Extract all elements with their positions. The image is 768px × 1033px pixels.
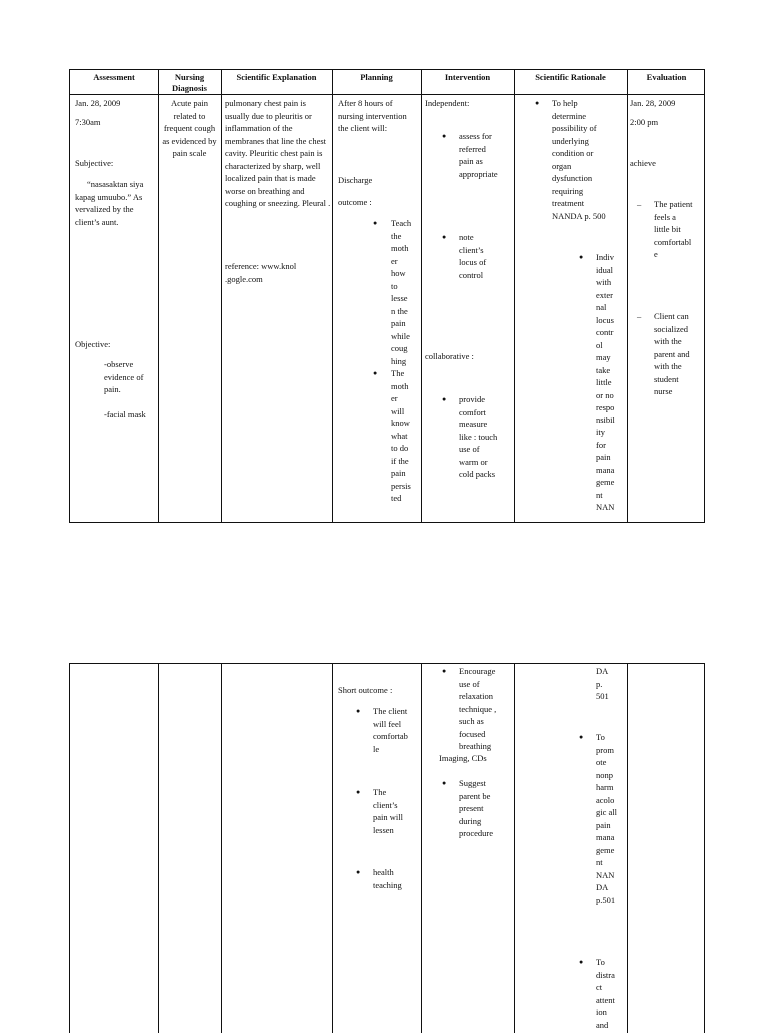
bullet-icon: ● [442, 132, 447, 140]
rationale-item: Indiv idual with exter nal locus contr ol may take little or no respo nsibil ity for pain mana geme nt NAN [596, 252, 615, 512]
bullet-icon: ● [442, 395, 447, 403]
intervention-item: Suggest parent be present during procedure [459, 778, 493, 838]
evaluation-date: Jan. 28, 2009 [630, 98, 676, 108]
explanation-text: pulmonary chest pain is usually due to pleuritis or inflammation of the membranes that line the chest cavity. Pleuritic chest pain is characterized by sharp, well localized pain that is made worse on breathing and coughing or sneezing. Pleural . [225, 98, 331, 208]
header-intervention: Intervention [444, 72, 491, 82]
evaluation-item: The patient feels a little bit comfortabl e [654, 199, 693, 259]
bullet-icon: ● [535, 99, 540, 107]
intervention-item: assess for referred pain as appropriate [459, 131, 498, 179]
intervention-independent-label: Independent: [425, 98, 470, 108]
objective-label: Objective: [75, 339, 111, 349]
care-plan-table-page1 [69, 69, 705, 523]
objective-item: -observe evidence of pain. [104, 359, 144, 394]
bullet-icon: ● [442, 233, 447, 241]
evaluation-time: 2:00 pm [630, 117, 659, 127]
header-scientific-rationale: Scientific Rationale [535, 72, 606, 82]
evaluation-item: Client can socialized with the parent and with the student nurse [654, 311, 690, 396]
subjective-label: Subjective: [75, 158, 114, 168]
planning-short-outcome: Short outcome : [338, 685, 393, 695]
subjective-quote: “nasasaktan siya kapag umuubo.” As vervalized by the client’s aunt. [75, 179, 144, 227]
rationale-item: To distra ct attent ion and [596, 957, 615, 1030]
assessment-date: Jan. 28, 2009 [75, 98, 121, 108]
bullet-icon: ● [373, 219, 378, 227]
intervention-item: provide comfort measure like : touch use of warm or cold packs [459, 394, 498, 479]
bullet-icon: ● [579, 733, 584, 741]
bullet-icon: ● [356, 868, 361, 876]
header-evaluation: Evaluation [646, 72, 687, 82]
planning-item: The moth er will know what to do if the pain persis ted [391, 368, 411, 503]
rationale-item: To prom ote nonp harm acolo gic all pain mana geme nt NAN DA p.501 [596, 732, 618, 905]
objective-item: -facial mask [104, 409, 146, 419]
evaluation-achieve: achieve [630, 158, 656, 168]
intervention-item: Encourage use of relaxation technique , such as focused breathing [459, 666, 497, 751]
planning-short-item: The client will feel comfortab le [373, 706, 408, 754]
planning-intro: After 8 hours of nursing intervention the client will: [338, 98, 407, 133]
nursing-diagnosis-text: Acute pain related to frequent cough as evidenced by pain scale [162, 98, 217, 158]
intervention-collaborative-label: collaborative : [425, 351, 474, 361]
bullet-icon: ● [579, 958, 584, 966]
bullet-icon: ● [579, 253, 584, 261]
bullet-icon: ● [373, 369, 378, 377]
planning-short-item: The client’s pain will lessen [373, 787, 403, 835]
assessment-time: 7:30am [75, 117, 101, 127]
bullet-icon: ● [442, 779, 447, 787]
bullet-icon: ● [356, 707, 361, 715]
bullet-icon: ● [442, 667, 447, 675]
header-assessment: Assessment [93, 72, 135, 82]
intervention-item: note client’s locus of control [459, 232, 487, 280]
planning-discharge: Discharge [338, 175, 373, 185]
care-plan-table-page2 [69, 663, 705, 1033]
dash-icon: – [637, 311, 642, 321]
planning-item: Teach the moth er how to lesse n the pain while coug hing [391, 218, 412, 366]
intervention-imaging: Imaging, CDs [439, 753, 487, 763]
rationale-continuation: DA p. 501 [596, 666, 609, 701]
planning-short-item: health teaching [373, 867, 402, 890]
header-nursing-diagnosis: Nursing Diagnosis [172, 72, 207, 93]
bullet-icon: ● [356, 788, 361, 796]
dash-icon: – [637, 199, 642, 209]
header-scientific-explanation: Scientific Explanation [236, 72, 317, 82]
header-planning: Planning [360, 72, 393, 82]
explanation-reference: reference: www.knol .gogle.com [225, 261, 297, 284]
planning-outcome: outcome : [338, 197, 372, 207]
rationale-item: To help determine possibility of underlying condition or organ dysfunction requiring treatment NANDA p. 500 [552, 98, 606, 221]
